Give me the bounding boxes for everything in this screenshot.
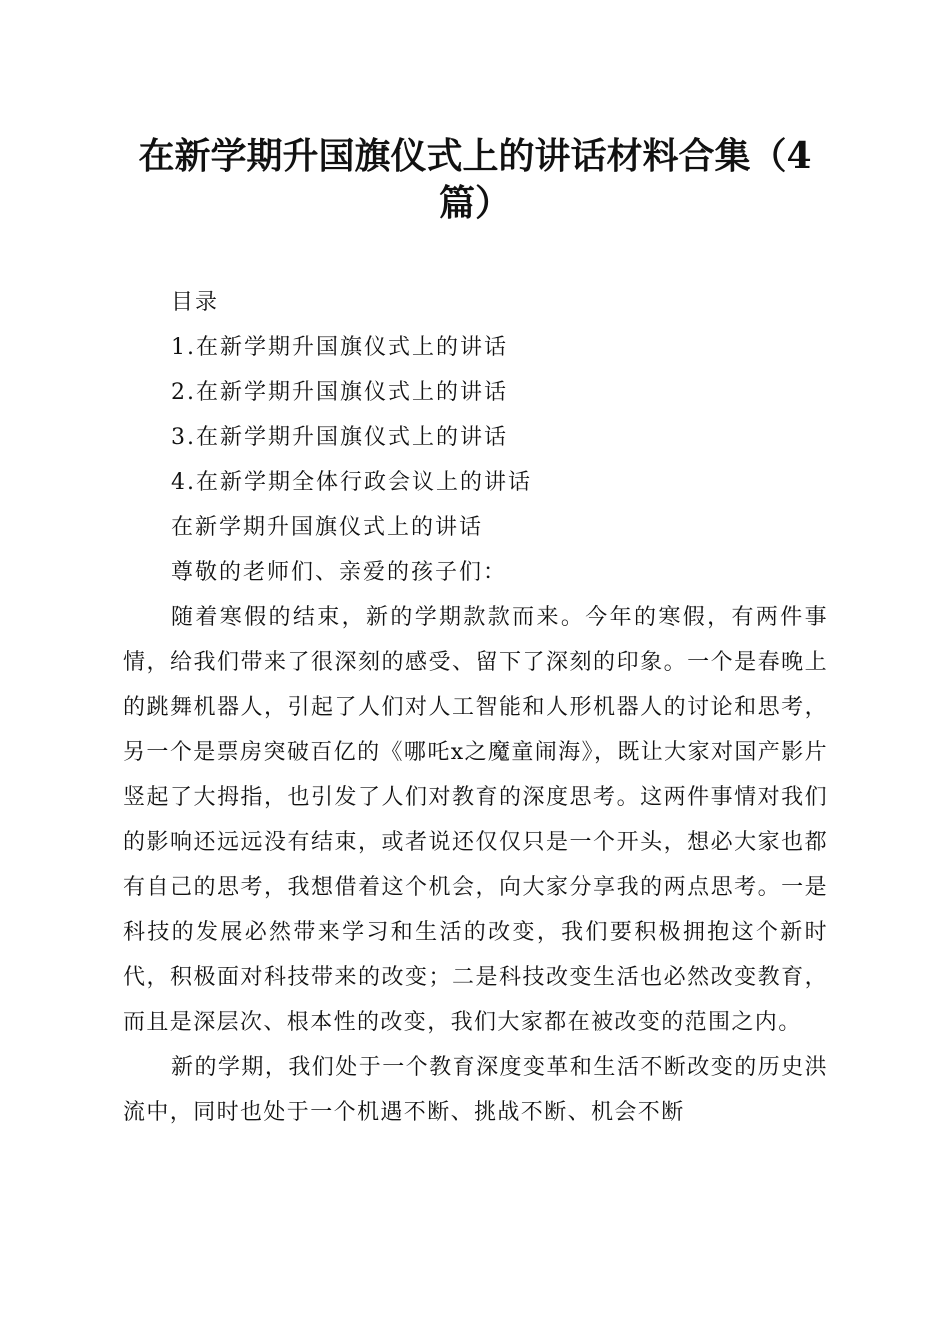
toc-item-3: 3.在新学期升国旗仪式上的讲话 [171,425,508,450]
toc-item-2: 2.在新学期升国旗仪式上的讲话 [171,380,508,405]
toc-item-4: 4.在新学期全体行政会议上的讲话 [171,470,532,495]
toc-item-1: 1.在新学期升国旗仪式上的讲话 [171,335,508,360]
paragraph-2: 新的学期，我们处于一个教育深度变革和生活不断改变的历史洪流中，同时也处于一个机遇不断、挑战不断、机会不断 [123,1055,828,1125]
paragraph-1: 随着寒假的结束，新的学期款款而来。今年的寒假，有两件事情，给我们带来了很深刻的感受、留下了深刻的印象。一个是春晚上的跳舞机器人，引起了人们对人工智能和人形机器人的讨论和思考，另一个是票房突破百亿的《哪吒x之魔童闹海》，既让大家对国产影片竖起了大拇指，也引发了人们对教育的深度思考。这两件事情对我们的影响还远远没有结束，或者说还仅仅只是一个开头，想必大家也都有自己的思考，我想借着这个机会，向大家分享我的两点思考。一是科技的发展必然带来学习和生活的改变，我们要积极拥抱这个新时代，积极面对科技带来的改变；二是科技改变生活也必然改变教育，而且是深层次、根本性的改变，我们大家都在被改变的范围之内。 [123,605,828,1035]
document-title: 在新学期升国旗仪式上的讲话材料合集（4篇） [138,135,812,224]
section-title: 在新学期升国旗仪式上的讲话 [171,515,484,540]
toc-heading: 目录 [171,290,220,315]
salutation: 尊敬的老师们、亲爱的孩子们： [171,560,508,585]
document-body [123,280,828,1135]
